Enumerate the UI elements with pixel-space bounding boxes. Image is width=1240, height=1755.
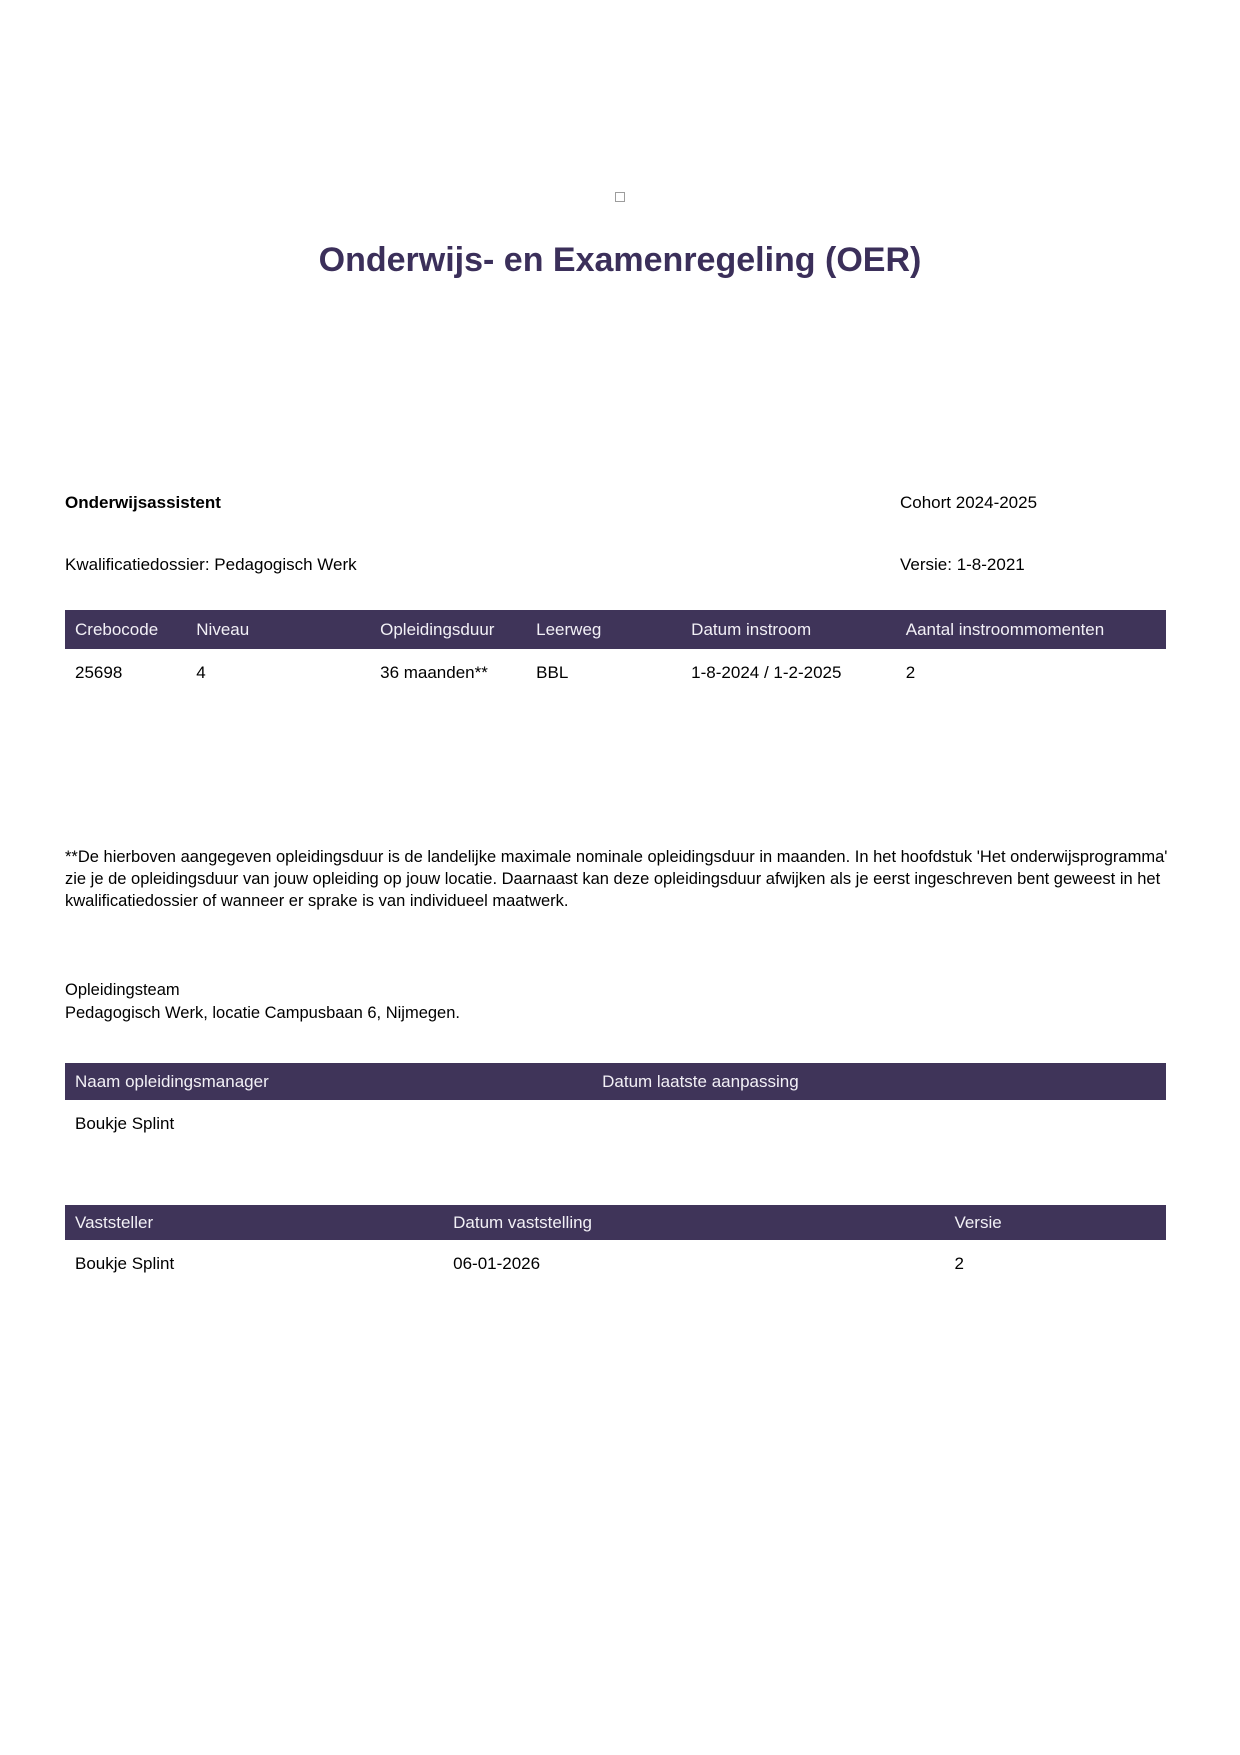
team-label: Opleidingsteam	[65, 981, 180, 999]
duration-footnote: **De hierboven aangegeven opleidingsduur is de landelijke maximale nominale opleidingsduur in maanden. In het hoofdstuk 'Het onderwijsprogramma' zie je de opleidingsduur van jouw opleiding op jouw locatie. Daarnaast kan deze opleidingsduur afwijken als je eerst ingeschreven bent geweest in het kwalificatiedossier of wanneer er sprake is van individueel maatwerk.	[65, 848, 1168, 910]
column-header-datum-instroom: Datum instroom	[681, 610, 896, 649]
approval-table-header-row	[65, 1205, 1166, 1240]
table-row	[65, 1240, 1166, 1286]
column-header-opleidingsduur: Opleidingsduur	[370, 610, 526, 649]
column-header-aantal-instroommomenten: Aantal instroommomenten	[896, 610, 1166, 649]
program-table-header-row	[65, 610, 1166, 649]
program-name: Onderwijsassistent	[65, 493, 221, 512]
missing-image-icon	[615, 192, 625, 202]
cell-crebocode: 25698	[75, 663, 123, 682]
column-header-leerweg: Leerweg	[526, 610, 681, 649]
column-header-datum-laatste-aanpassing: Datum laatste aanpassing	[592, 1063, 1166, 1100]
approval-table	[65, 1205, 1166, 1286]
table-row	[65, 1100, 1166, 1146]
manager-table	[65, 1063, 1166, 1146]
column-header-naam-opleidingsmanager: Naam opleidingsmanager	[65, 1063, 592, 1100]
manager-table-header-row	[65, 1063, 1166, 1100]
program-table	[65, 610, 1166, 695]
cell-versie: 2	[954, 1254, 964, 1273]
page-title: Onderwijs- en Examenregeling (OER)	[318, 241, 922, 279]
cell-datum-vaststelling: 06-01-2026	[453, 1254, 541, 1273]
column-header-vaststeller: Vaststeller	[65, 1205, 443, 1240]
column-header-versie: Versie	[944, 1205, 1166, 1240]
meta-row-dossier	[65, 554, 1166, 575]
cell-opleidingsduur: 36 maanden**	[380, 663, 488, 682]
column-header-niveau: Niveau	[186, 610, 370, 649]
table-row	[65, 649, 1166, 695]
cell-leerweg: BBL	[536, 663, 569, 682]
team-location: Pedagogisch Werk, locatie Campusbaan 6, Nijmegen.	[65, 1004, 460, 1022]
cell-niveau: 4	[196, 663, 206, 682]
cell-vaststeller: Boukje Splint	[75, 1254, 175, 1273]
cell-aantal-instroommomenten: 2	[905, 663, 916, 682]
column-header-crebocode: Crebocode	[65, 610, 186, 649]
meta-row-program	[65, 492, 1166, 513]
cell-datum-instroom: 1-8-2024 / 1-2-2025	[691, 663, 842, 682]
column-header-datum-vaststelling: Datum vaststelling	[443, 1205, 944, 1240]
cohort-value: Cohort 2024-2025	[900, 493, 1038, 512]
team-block	[65, 979, 1168, 1025]
cell-naam-opleidingsmanager: Boukje Splint	[75, 1114, 175, 1133]
kwalificatiedossier-value: Kwalificatiedossier: Pedagogisch Werk	[65, 555, 357, 574]
versie-value: Versie: 1-8-2021	[900, 555, 1025, 574]
cell-datum-laatste-aanpassing	[592, 1100, 1166, 1146]
